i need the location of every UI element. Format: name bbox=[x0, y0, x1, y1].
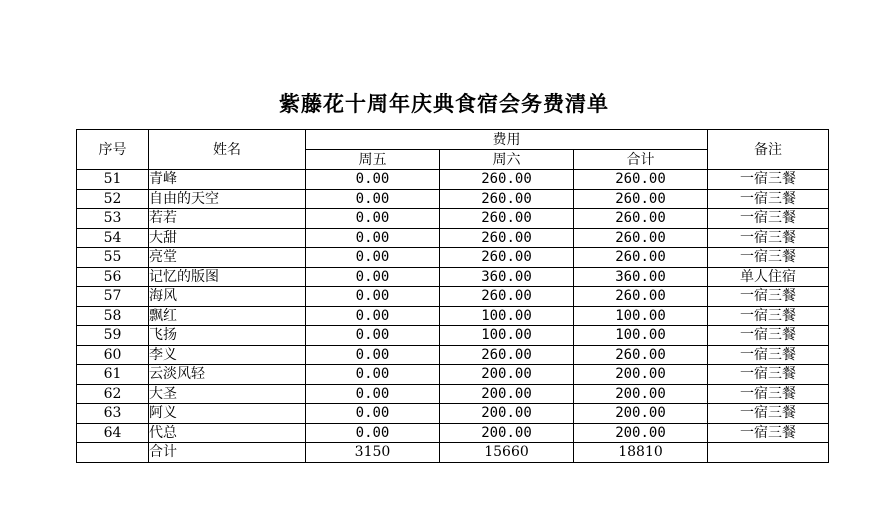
row-index: 59 bbox=[77, 326, 149, 346]
table-body bbox=[77, 130, 829, 463]
row-fri: 0.00 bbox=[306, 189, 440, 209]
row-index: 52 bbox=[77, 189, 149, 209]
row-fri: 0.00 bbox=[306, 345, 440, 365]
header-row-1 bbox=[77, 130, 829, 150]
row-name: 青峰 bbox=[149, 170, 306, 190]
row-total: 360.00 bbox=[574, 267, 708, 287]
row-name: 飞扬 bbox=[149, 326, 306, 346]
row-total: 260.00 bbox=[574, 209, 708, 229]
summary-sat: 15660 bbox=[440, 443, 574, 463]
row-sat: 260.00 bbox=[440, 170, 574, 190]
row-name: 海风 bbox=[149, 287, 306, 307]
row-note: 一宿三餐 bbox=[708, 209, 829, 229]
row-total: 260.00 bbox=[574, 287, 708, 307]
row-fri: 0.00 bbox=[306, 209, 440, 229]
row-name: 飘红 bbox=[149, 306, 306, 326]
table-row bbox=[77, 267, 829, 287]
header-sat: 周六 bbox=[440, 150, 574, 170]
summary-note bbox=[708, 443, 829, 463]
row-sat: 200.00 bbox=[440, 384, 574, 404]
row-fri: 0.00 bbox=[306, 306, 440, 326]
header-total: 合计 bbox=[574, 150, 708, 170]
row-sat: 260.00 bbox=[440, 228, 574, 248]
row-note: 一宿三餐 bbox=[708, 404, 829, 424]
row-sat: 100.00 bbox=[440, 326, 574, 346]
row-index: 63 bbox=[77, 404, 149, 424]
header-note: 备注 bbox=[708, 130, 829, 170]
row-index: 60 bbox=[77, 345, 149, 365]
table-row bbox=[77, 326, 829, 346]
row-sat: 260.00 bbox=[440, 345, 574, 365]
row-fri: 0.00 bbox=[306, 287, 440, 307]
header-cost: 费用 bbox=[306, 130, 708, 150]
page-title: 紫藤花十周年庆典食宿会务费清单 bbox=[279, 92, 609, 116]
row-note: 一宿三餐 bbox=[708, 423, 829, 443]
row-name: 李义 bbox=[149, 345, 306, 365]
row-fri: 0.00 bbox=[306, 326, 440, 346]
row-total: 200.00 bbox=[574, 423, 708, 443]
table-row bbox=[77, 365, 829, 385]
row-name: 自由的天空 bbox=[149, 189, 306, 209]
row-index: 57 bbox=[77, 287, 149, 307]
row-total: 200.00 bbox=[574, 365, 708, 385]
row-note: 一宿三餐 bbox=[708, 365, 829, 385]
row-note: 单人住宿 bbox=[708, 267, 829, 287]
header-name: 姓名 bbox=[149, 130, 306, 170]
row-total: 200.00 bbox=[574, 384, 708, 404]
row-fri: 0.00 bbox=[306, 248, 440, 268]
row-index: 62 bbox=[77, 384, 149, 404]
row-index: 55 bbox=[77, 248, 149, 268]
row-index: 51 bbox=[77, 170, 149, 190]
table-row bbox=[77, 287, 829, 307]
table-row bbox=[77, 189, 829, 209]
table-row bbox=[77, 423, 829, 443]
row-fri: 0.00 bbox=[306, 228, 440, 248]
table-row bbox=[77, 170, 829, 190]
row-total: 260.00 bbox=[574, 345, 708, 365]
row-note: 一宿三餐 bbox=[708, 248, 829, 268]
row-index: 61 bbox=[77, 365, 149, 385]
row-sat: 100.00 bbox=[440, 306, 574, 326]
row-name: 大圣 bbox=[149, 384, 306, 404]
row-index: 58 bbox=[77, 306, 149, 326]
table-row bbox=[77, 209, 829, 229]
row-index: 54 bbox=[77, 228, 149, 248]
row-total: 100.00 bbox=[574, 306, 708, 326]
row-sat: 200.00 bbox=[440, 423, 574, 443]
summary-total: 18810 bbox=[574, 443, 708, 463]
row-sat: 260.00 bbox=[440, 189, 574, 209]
row-name: 云淡风轻 bbox=[149, 365, 306, 385]
row-note: 一宿三餐 bbox=[708, 306, 829, 326]
row-sat: 200.00 bbox=[440, 365, 574, 385]
row-note: 一宿三餐 bbox=[708, 189, 829, 209]
summary-index bbox=[77, 443, 149, 463]
row-total: 260.00 bbox=[574, 189, 708, 209]
row-sat: 260.00 bbox=[440, 287, 574, 307]
row-name: 阿义 bbox=[149, 404, 306, 424]
header-index: 序号 bbox=[77, 130, 149, 170]
summary-label: 合计 bbox=[149, 443, 306, 463]
row-fri: 0.00 bbox=[306, 365, 440, 385]
row-sat: 260.00 bbox=[440, 248, 574, 268]
table-row bbox=[77, 228, 829, 248]
table-row bbox=[77, 404, 829, 424]
fee-table bbox=[76, 129, 829, 463]
row-name: 若若 bbox=[149, 209, 306, 229]
row-total: 260.00 bbox=[574, 170, 708, 190]
row-note: 一宿三餐 bbox=[708, 384, 829, 404]
summary-row bbox=[77, 443, 829, 463]
row-index: 56 bbox=[77, 267, 149, 287]
table-row bbox=[77, 384, 829, 404]
row-total: 100.00 bbox=[574, 326, 708, 346]
table-row bbox=[77, 345, 829, 365]
row-total: 260.00 bbox=[574, 228, 708, 248]
table-row bbox=[77, 306, 829, 326]
row-note: 一宿三餐 bbox=[708, 228, 829, 248]
row-note: 一宿三餐 bbox=[708, 345, 829, 365]
row-total: 260.00 bbox=[574, 248, 708, 268]
row-name: 亮堂 bbox=[149, 248, 306, 268]
row-total: 200.00 bbox=[574, 404, 708, 424]
row-name: 记忆的版图 bbox=[149, 267, 306, 287]
row-sat: 360.00 bbox=[440, 267, 574, 287]
row-name: 代总 bbox=[149, 423, 306, 443]
row-note: 一宿三餐 bbox=[708, 326, 829, 346]
row-fri: 0.00 bbox=[306, 423, 440, 443]
row-sat: 260.00 bbox=[440, 209, 574, 229]
row-note: 一宿三餐 bbox=[708, 287, 829, 307]
row-fri: 0.00 bbox=[306, 267, 440, 287]
row-fri: 0.00 bbox=[306, 170, 440, 190]
row-sat: 200.00 bbox=[440, 404, 574, 424]
table-row bbox=[77, 248, 829, 268]
row-fri: 0.00 bbox=[306, 404, 440, 424]
header-fri: 周五 bbox=[306, 150, 440, 170]
row-fri: 0.00 bbox=[306, 384, 440, 404]
row-index: 64 bbox=[77, 423, 149, 443]
row-note: 一宿三餐 bbox=[708, 170, 829, 190]
summary-fri: 3150 bbox=[306, 443, 440, 463]
row-name: 大甜 bbox=[149, 228, 306, 248]
row-index: 53 bbox=[77, 209, 149, 229]
